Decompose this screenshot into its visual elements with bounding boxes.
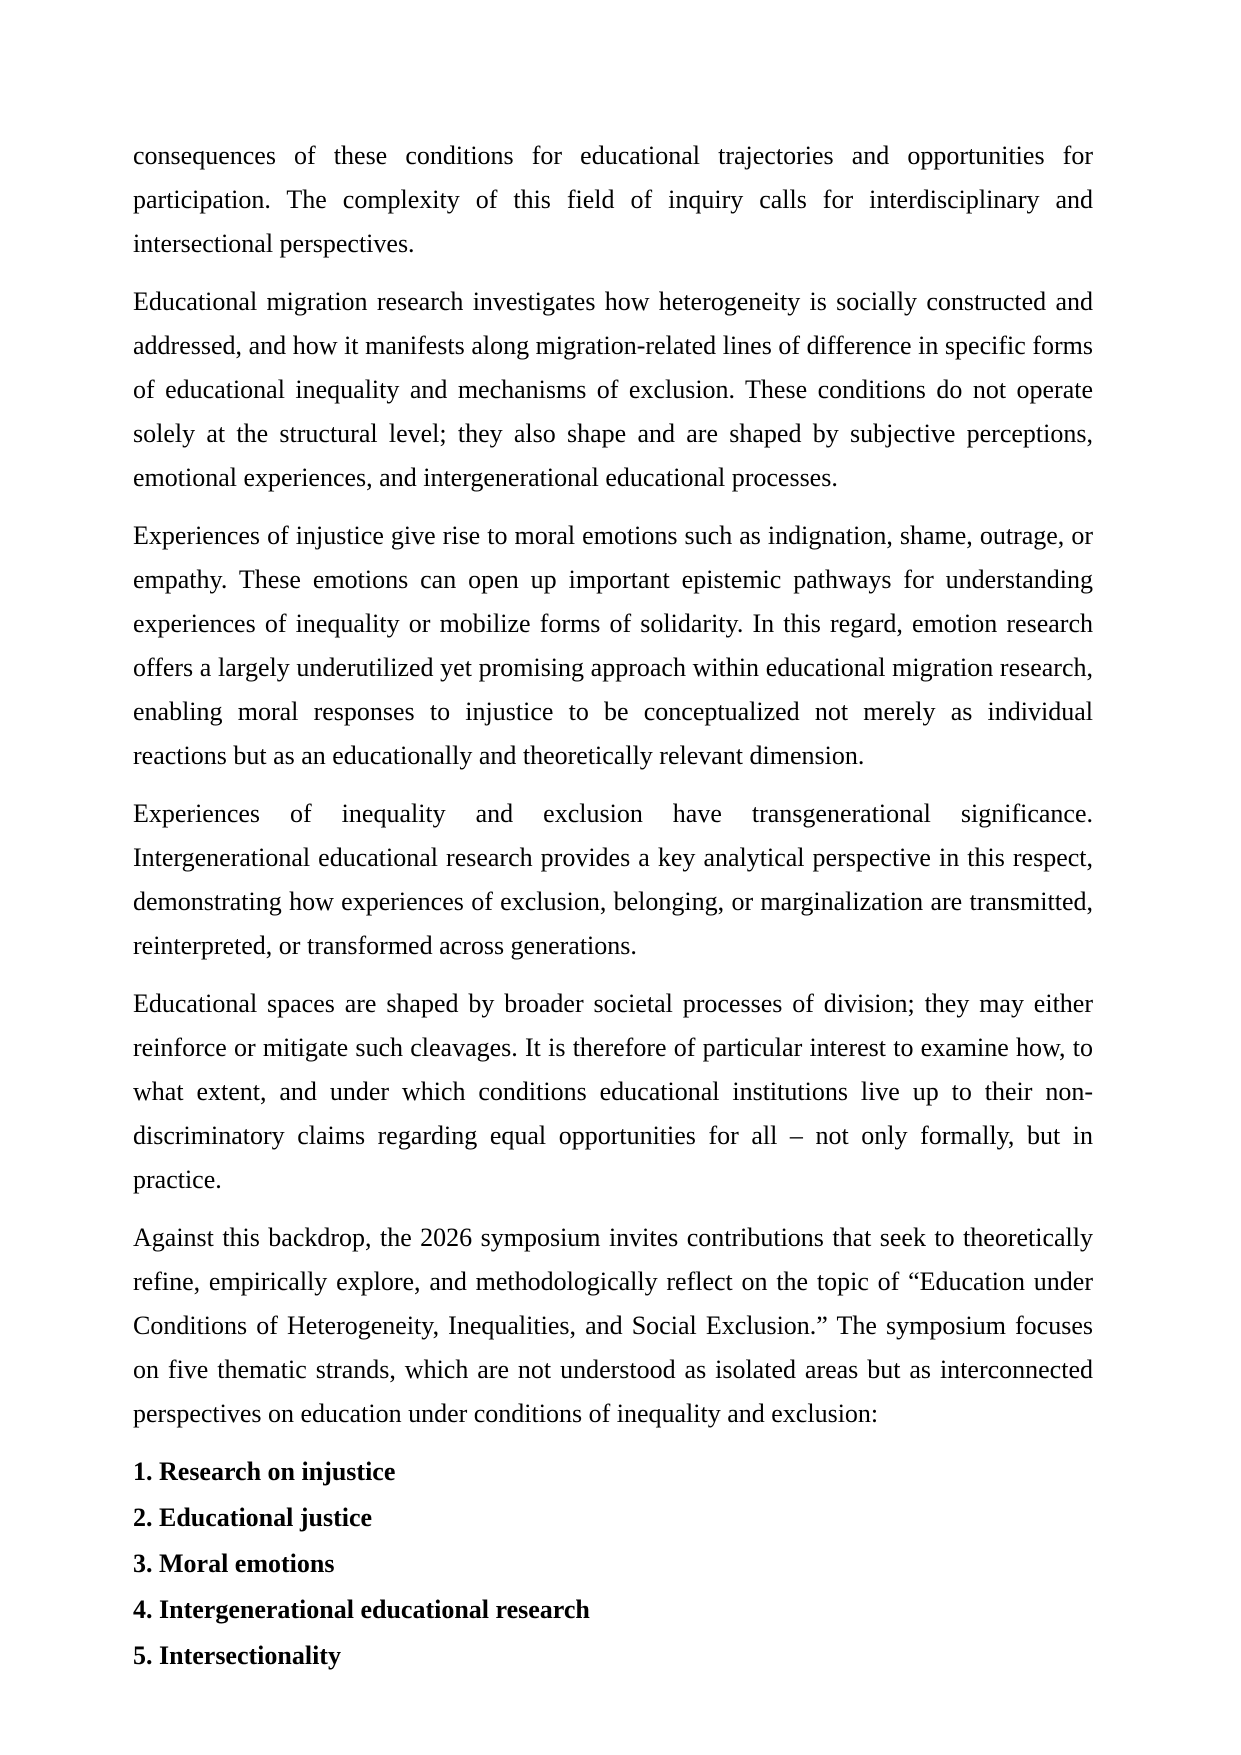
paragraph-educational-migration-research: Educational migration research investigates how heterogeneity is socially constructed and addressed, and how it manifests along migration-related lines of difference in specific forms of educational inequality and mechanisms of exclusion. These conditions do not operate solely at the structural level; they also shape and are shaped by subjective perceptions, emotional experiences, and intergenerational educational processes.: [133, 287, 1093, 492]
paragraph-symposium-invitation: Against this backdrop, the 2026 symposium invites contributions that seek to theoretically refine, empirically explore, and methodologically reflect on the topic of “Education under Conditions of Heterogeneity, Inequalities, and Social Exclusion.” The symposium focuses on five thematic strands, which are not understood as isolated areas but as interconnected perspectives on education under conditions of inequality and exclusion:: [133, 1223, 1093, 1428]
paragraph-consequences: consequences of these conditions for educational trajectories and opportunities for participation. The complexity of this field of inquiry calls for interdisciplinary and intersectional perspectives.: [133, 141, 1093, 258]
paragraph-educational-spaces: Educational spaces are shaped by broader societal processes of division; they may either reinforce or mitigate such cleavages. It is therefore of particular interest to examine how, to what extent, and under which conditions educational institutions live up to their non-discriminatory claims regarding equal opportunities for all – not only formally, but in practice.: [133, 989, 1093, 1194]
thematic-strand-5: 5. Intersectionality: [133, 1641, 341, 1670]
paragraph-transgenerational-significance: Experiences of inequality and exclusion have transgenerational significance. Intergenerational educational research provides a key analytical perspective in this respect, demonstrating how experiences of exclusion, belonging, or marginalization are transmitted, reinterpreted, or transformed across generations.: [133, 799, 1093, 960]
thematic-strand-3: 3. Moral emotions: [133, 1549, 335, 1578]
thematic-strand-4: 4. Intergenerational educational research: [133, 1595, 590, 1624]
thematic-strand-2: 2. Educational justice: [133, 1503, 373, 1532]
paragraph-experiences-of-injustice: Experiences of injustice give rise to moral emotions such as indignation, shame, outrage, or empathy. These emotions can open up important epistemic pathways for understanding experiences of inequality or mobilize forms of solidarity. In this regard, emotion research offers a largely underutilized yet promising approach within educational migration research, enabling moral responses to injustice to be conceptualized not merely as individual reactions but as an educationally and theoretically relevant dimension.: [133, 521, 1093, 770]
thematic-strand-1: 1. Research on injustice: [133, 1457, 396, 1486]
